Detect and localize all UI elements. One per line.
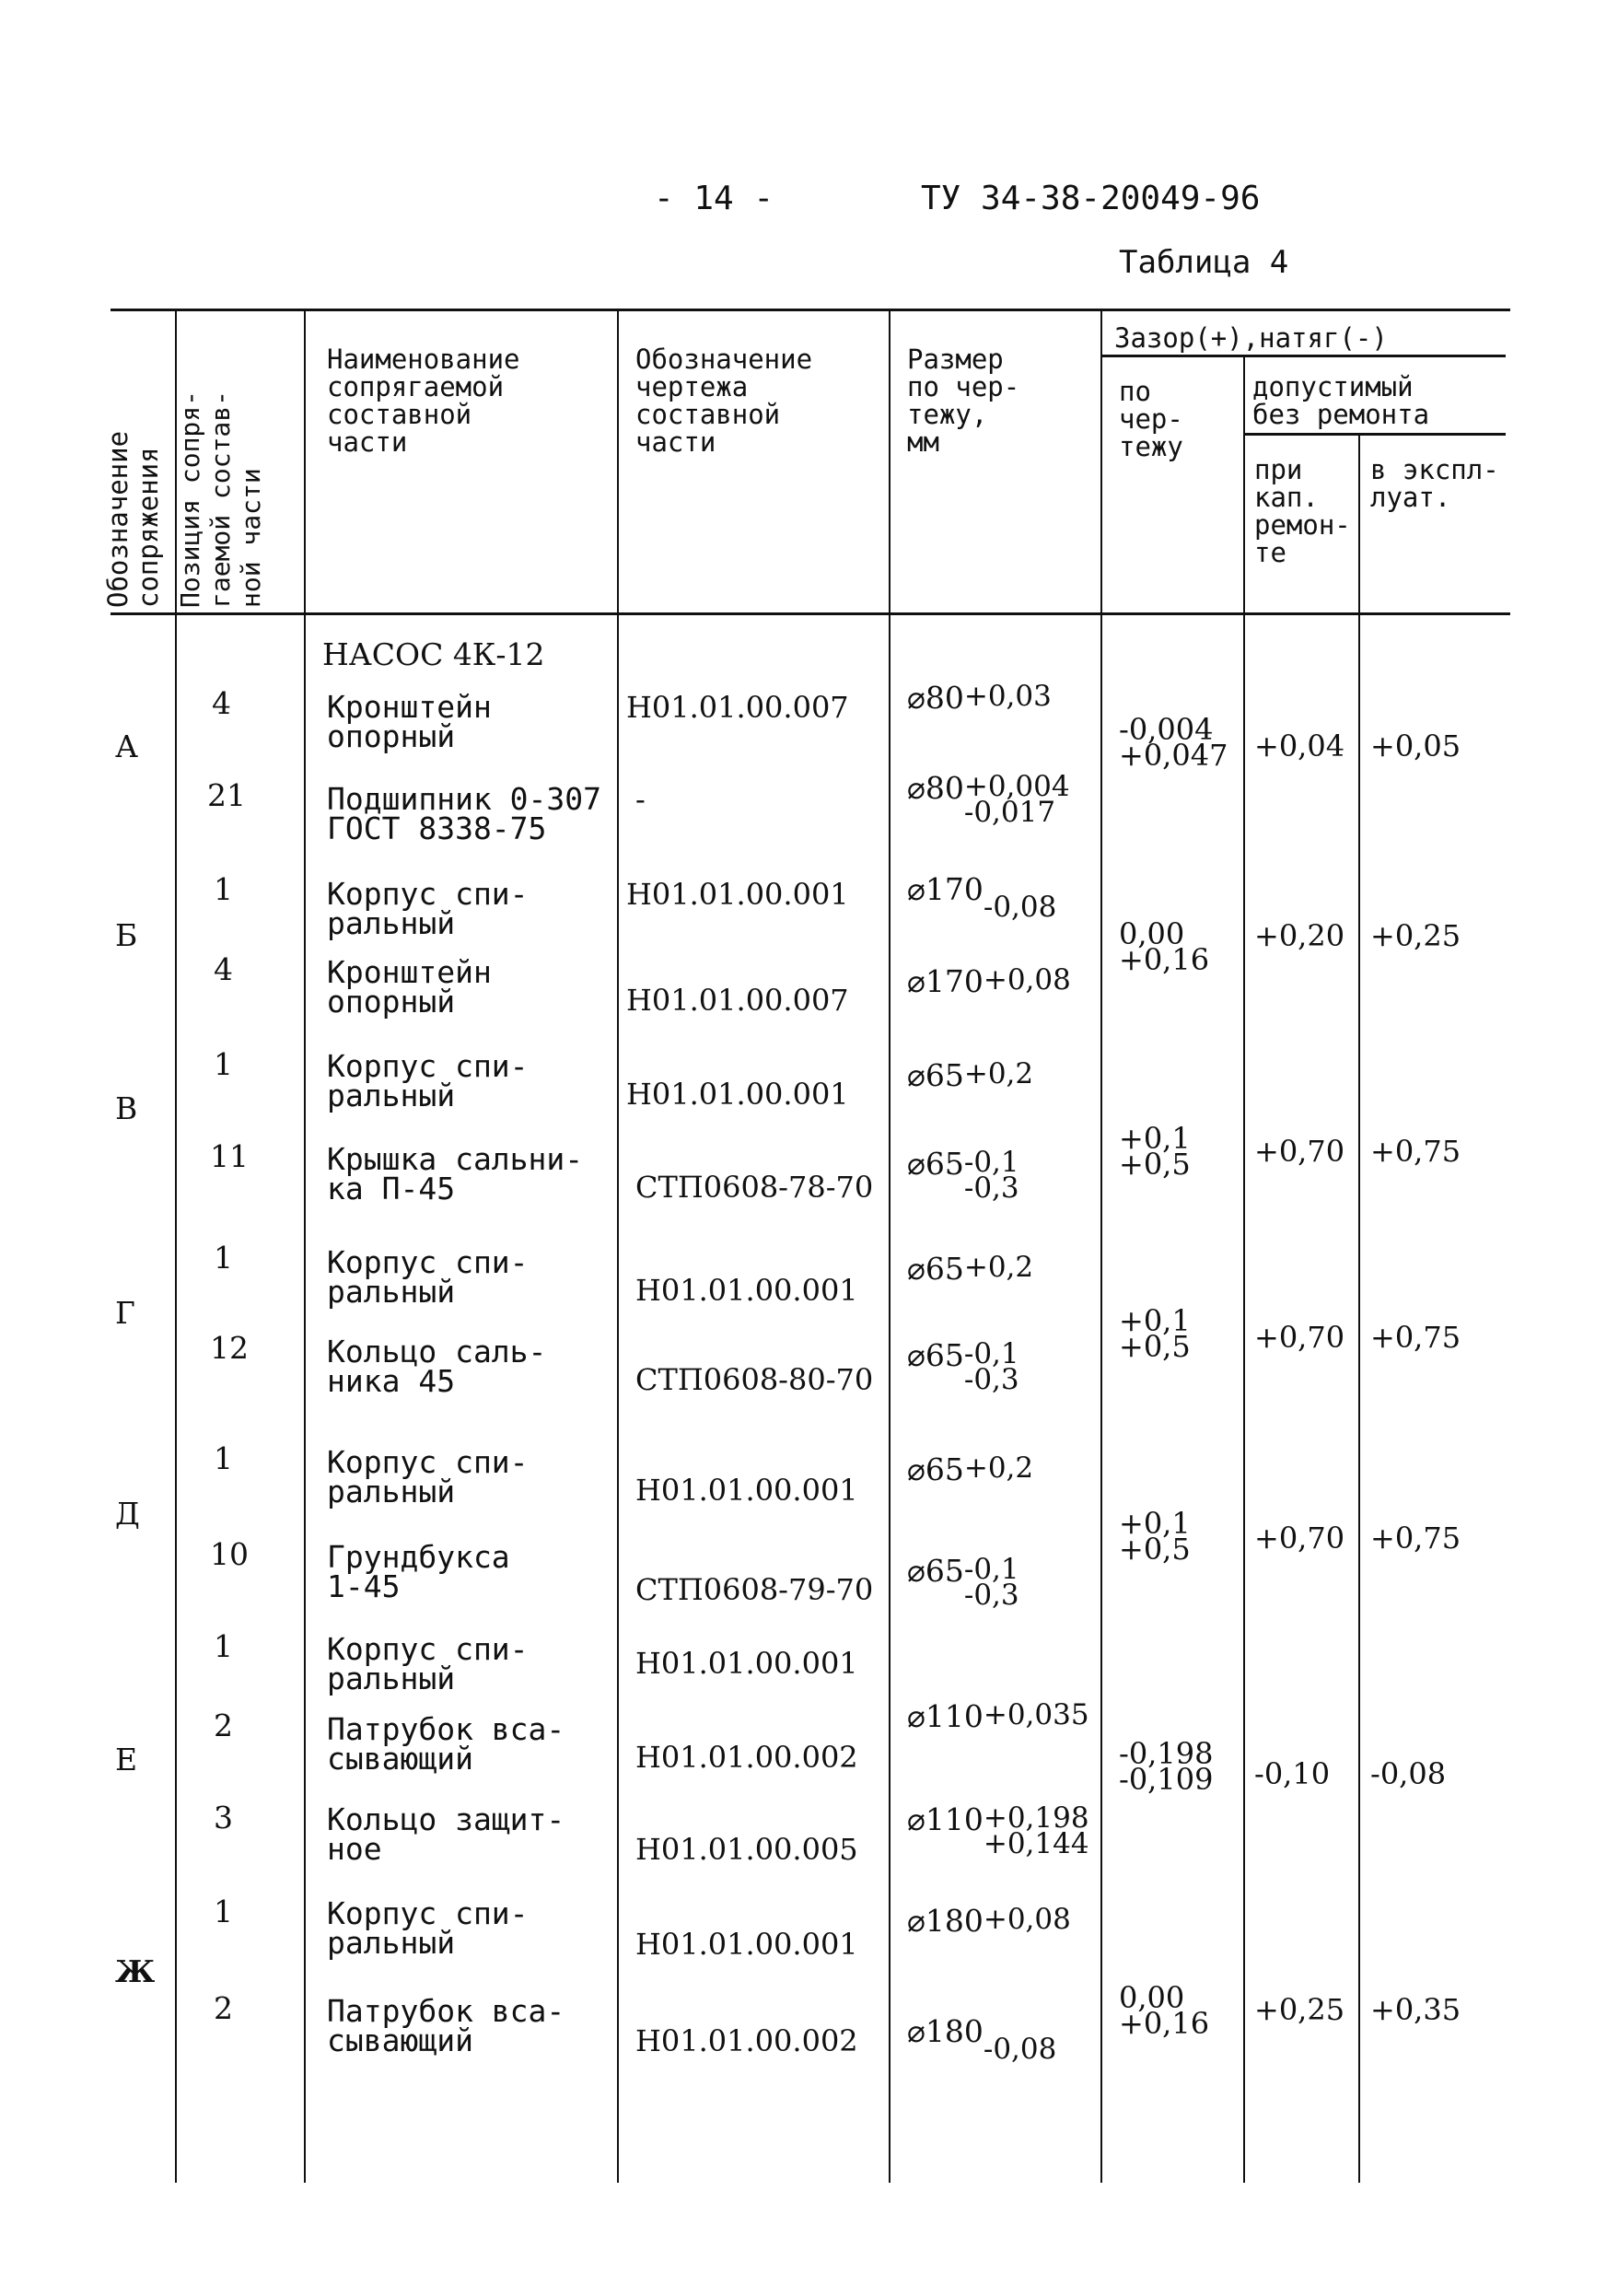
row-size: [907, 1553, 1019, 1612]
row-size: [907, 963, 1071, 999]
gap-by-drawing: 0,00 +0,16: [1119, 1980, 1210, 2041]
size-base: ⌀80: [907, 680, 964, 716]
row-position: 2: [214, 1707, 233, 1743]
row-drawing: Н01.01.00.001: [635, 1646, 858, 1681]
row-size: [907, 1903, 1071, 1939]
gap-overhaul: +0,25: [1254, 1992, 1345, 2027]
gap-overhaul: +0,70: [1254, 1521, 1345, 1556]
row-name: Грундбукса 1-45: [327, 1539, 510, 1604]
row-drawing: Н01.01.00.007: [626, 983, 849, 1018]
size-tolerance: -0,08: [983, 2033, 1057, 2066]
size-base: ⌀180: [907, 2013, 984, 2049]
group-letter: Г: [115, 1295, 135, 1331]
gap-group-rule: [1100, 355, 1506, 357]
gap-operation: +0,25: [1370, 918, 1461, 953]
header-designation: Обозначение сопряжения: [102, 430, 164, 608]
row-drawing: СТП0608-78-70: [635, 1170, 874, 1205]
size-tolerance: -0,1 -0,3: [963, 1337, 1019, 1396]
size-base: ⌀65: [907, 1553, 964, 1589]
gap-by-drawing: -0,004 +0,047: [1119, 712, 1228, 773]
gap-overhaul: +0,20: [1254, 918, 1345, 953]
header-position: Позиция сопря- гаемой состав- ной части: [175, 390, 266, 608]
row-position: 11: [210, 1138, 249, 1174]
row-size: [907, 1337, 1019, 1396]
size-base: ⌀170: [907, 963, 984, 999]
size-tolerance: -0,08: [983, 891, 1057, 924]
table-title: Таблица 4: [1119, 244, 1289, 281]
row-name: Крышка сальни- ка П-45: [327, 1141, 584, 1206]
group-letter: Д: [115, 1496, 140, 1532]
row-position: 1: [214, 1894, 233, 1929]
row-drawing: Н01.01.00.001: [635, 1927, 858, 1962]
row-position: 4: [214, 951, 233, 987]
row-drawing: Н01.01.00.002: [635, 1740, 858, 1775]
size-tolerance: +0,2: [963, 1057, 1034, 1090]
row-position: 1: [214, 1240, 233, 1276]
row-drawing: СТП0608-79-70: [635, 1572, 874, 1607]
gap-overhaul: -0,10: [1254, 1756, 1331, 1791]
row-position: 4: [212, 685, 231, 721]
size-base: ⌀80: [907, 770, 964, 806]
document-number: ТУ 34-38-20049-96: [921, 180, 1261, 217]
group-letter: А: [115, 728, 138, 764]
group-letter: Е: [115, 1742, 138, 1777]
gap-operation: +0,35: [1370, 1992, 1461, 2027]
gap-operation: -0,08: [1370, 1756, 1447, 1791]
group-letter: Б: [115, 917, 138, 953]
size-tolerance: +0,198 +0,144: [983, 1801, 1089, 1860]
row-name: Корпус спи- ральный: [327, 1244, 529, 1310]
col-rule-7: [1358, 433, 1360, 2183]
row-name: Патрубок вса- сывающий: [327, 1993, 565, 2058]
gap-overhaul: +0,70: [1254, 1320, 1345, 1355]
row-drawing: Н01.01.00.007: [626, 690, 849, 725]
group-letter: В: [115, 1090, 138, 1126]
row-drawing: Н01.01.00.001: [635, 1473, 858, 1508]
size-tolerance: -0,1 -0,3: [963, 1146, 1019, 1205]
header-drawing: Обозначение чертежа составной части: [635, 344, 813, 458]
col-rule-2: [304, 309, 306, 2183]
row-size: [907, 770, 1070, 829]
row-position: 1: [214, 1046, 233, 1082]
row-size: [907, 1251, 1034, 1287]
size-tolerance: -0,1 -0,3: [963, 1553, 1019, 1612]
size-base: ⌀180: [907, 1903, 984, 1939]
size-base: ⌀65: [907, 1337, 964, 1373]
gap-by-drawing: +0,1 +0,5: [1119, 1506, 1191, 1567]
gap-by-drawing: +0,1 +0,5: [1119, 1303, 1191, 1364]
row-name: Патрубок вса- сывающий: [327, 1711, 565, 1777]
row-position: 1: [214, 871, 233, 907]
row-position: 10: [210, 1536, 249, 1572]
gap-overhaul: +0,04: [1254, 728, 1345, 763]
size-tolerance: +0,004 -0,017: [963, 770, 1070, 829]
page-number: - 14 -: [654, 180, 774, 217]
size-tolerance: +0,03: [963, 680, 1052, 713]
gap-by-drawing: -0,198 -0,109: [1119, 1736, 1214, 1797]
row-drawing: Н01.01.00.001: [635, 1273, 858, 1308]
row-name: Корпус спи- ральный: [327, 1895, 529, 1961]
gap-operation: +0,75: [1370, 1521, 1461, 1556]
row-position: 1: [214, 1628, 233, 1664]
size-tolerance: +0,2: [963, 1251, 1034, 1284]
row-position: 3: [214, 1800, 233, 1836]
row-name: Кронштейн опорный: [327, 689, 492, 754]
header-overhaul: при кап. ремон- те: [1254, 454, 1351, 568]
header-gap-group: Зазор(+),натяг(-): [1114, 322, 1388, 354]
gap-operation: +0,75: [1370, 1134, 1461, 1169]
col-rule-5: [1100, 309, 1102, 2183]
gap-by-drawing: 0,00 +0,16: [1119, 916, 1210, 977]
col-rule-4: [889, 309, 890, 2183]
row-name: Кронштейн опорный: [327, 954, 492, 1020]
row-name: Подшипник 0-307 ГОСТ 8338-75: [327, 781, 602, 846]
row-name: Корпус спи- ральный: [327, 1444, 529, 1509]
row-drawing: Н01.01.00.001: [626, 877, 849, 912]
size-base: ⌀65: [907, 1146, 964, 1182]
row-position: 1: [214, 1440, 233, 1476]
col-rule-6: [1243, 355, 1245, 2183]
size-tolerance: +0,2: [963, 1451, 1034, 1485]
size-base: ⌀110: [907, 1698, 984, 1734]
row-size: [907, 1698, 1089, 1734]
row-size: [907, 2013, 1057, 2066]
header-operation: в экспл- луат.: [1370, 454, 1499, 513]
row-drawing: Н01.01.00.001: [626, 1077, 849, 1112]
row-name: Кольцо саль- ника 45: [327, 1334, 547, 1399]
size-tolerance: +0,08: [983, 963, 1071, 996]
row-size: [907, 871, 1057, 924]
row-name: Корпус спи- ральный: [327, 1048, 529, 1113]
size-base: ⌀65: [907, 1251, 964, 1287]
size-tolerance: +0,035: [983, 1698, 1089, 1731]
row-drawing: СТП0608-80-70: [635, 1362, 874, 1397]
group-letter: Ж: [115, 1953, 156, 1989]
gap-operation: +0,05: [1370, 728, 1461, 763]
row-name: Корпус спи- ральный: [327, 876, 529, 941]
gap-by-drawing: +0,1 +0,5: [1119, 1121, 1191, 1182]
allowed-group-rule: [1243, 433, 1506, 436]
size-base: ⌀170: [907, 871, 984, 907]
row-drawing: Н01.01.00.002: [635, 2023, 858, 2058]
size-base: ⌀65: [907, 1057, 964, 1093]
row-size: [907, 1146, 1019, 1205]
gap-operation: +0,75: [1370, 1320, 1461, 1355]
row-drawing: -: [635, 782, 646, 817]
row-size: [907, 1801, 1089, 1860]
row-size: [907, 1057, 1034, 1093]
row-size: [907, 680, 1052, 716]
size-base: ⌀65: [907, 1451, 964, 1487]
table-top-rule: [111, 309, 1510, 311]
row-drawing: Н01.01.00.005: [635, 1832, 858, 1867]
row-name: Кольцо защит- ное: [327, 1801, 565, 1867]
header-size: Размер по чер- тежу, мм: [907, 344, 1020, 458]
row-name: Корпус спи- ральный: [327, 1631, 529, 1696]
gap-overhaul: +0,70: [1254, 1134, 1345, 1169]
row-size: [907, 1451, 1034, 1487]
header-allowed-group: допустимый без ремонта: [1252, 371, 1430, 430]
row-position: 2: [214, 1990, 233, 2026]
row-position: 21: [207, 777, 246, 813]
header-name: Наименование сопрягаемой составной части: [327, 344, 520, 458]
row-position: 12: [210, 1330, 249, 1366]
size-base: ⌀110: [907, 1801, 984, 1837]
section-title: НАСОС 4К-12: [322, 636, 545, 672]
header-by-drawing: по чер- тежу: [1119, 376, 1183, 462]
size-tolerance: +0,08: [983, 1903, 1071, 1936]
header-bottom-rule: [111, 612, 1510, 615]
col-rule-3: [617, 309, 619, 2183]
